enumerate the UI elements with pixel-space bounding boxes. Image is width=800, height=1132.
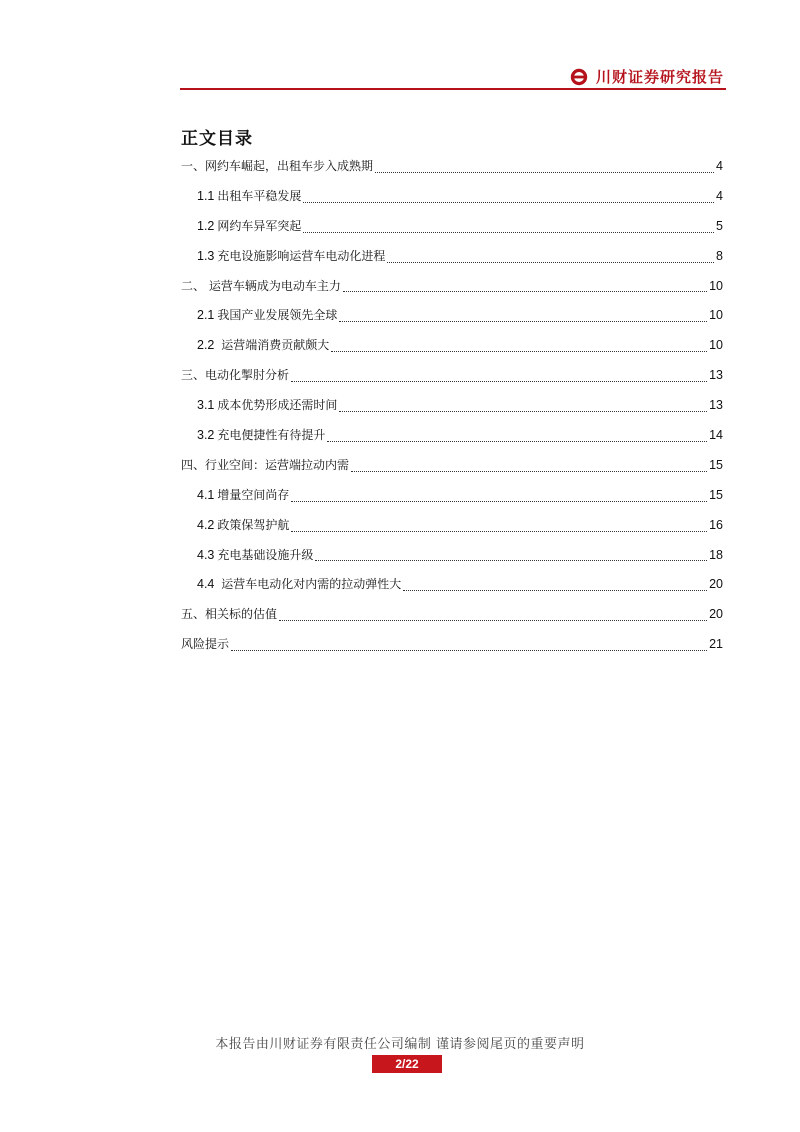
toc-entry-number: 2.2 [197,338,215,353]
toc-entry-label [197,301,337,331]
toc-entry-text: 五、相关标的估值 [181,607,278,622]
toc-entry-page: 5 [716,218,723,233]
toc-entry-page: 4 [716,188,723,203]
toc-entry-text: 充电便捷性有待提升 [217,428,326,442]
toc-entry-label [197,331,329,361]
brand [570,66,724,87]
toc-entry-text: 出租车平稳发展 [217,188,302,203]
toc-entry-text: 三、电动化掣肘分析 [181,368,290,383]
page-number-badge: 2/22 [372,1055,442,1073]
toc-dot-leader [231,650,707,651]
toc-entry-text: 政策保驾护航 [217,517,290,532]
toc-entry-number: 1.3 [197,248,215,263]
toc-entry-label [181,600,277,630]
toc-dot-leader [387,262,714,263]
table-of-contents [181,152,723,660]
toc-entry[interactable] [181,541,723,571]
toc-entry-label [181,451,349,481]
toc-entry-label [181,630,229,660]
toc-entry-text: 成本优势形成还需时间 [217,398,338,413]
toc-dot-leader [303,232,714,233]
toc-entry-number: 3.1 [197,398,215,413]
toc-entry[interactable] [181,481,723,511]
toc-entry-text: 四、行业空间：运营端拉动内需 [181,457,350,472]
toc-title: 正文目录 [181,129,253,149]
toc-dot-leader [339,411,707,412]
toc-entry-page: 20 [709,577,723,592]
toc-entry-number: 3.2 [197,428,215,442]
toc-entry-page: 10 [709,308,723,323]
toc-entry-number: 4.4 [197,577,215,592]
toc-dot-leader [339,321,707,322]
toc-dot-leader [327,441,707,442]
toc-entry-label [197,570,401,600]
toc-entry-page: 10 [709,278,723,293]
toc-entry-page: 20 [709,607,723,622]
brand-name: 川财证券研究报告 [595,68,724,86]
toc-entry-number: 1.2 [197,218,215,233]
toc-dot-leader [343,291,707,292]
toc-entry-number: 4.2 [197,517,215,532]
toc-entry[interactable] [181,182,723,212]
toc-entry-page: 8 [716,248,723,263]
toc-entry[interactable] [181,391,723,421]
toc-entry-number: 1.1 [197,188,215,203]
toc-entry[interactable] [181,301,723,331]
toc-entry-text: 风险提示 [181,637,230,652]
toc-entry-page: 21 [709,637,723,652]
cczq-logo-icon [570,68,588,86]
toc-entry[interactable] [181,630,723,660]
toc-entry[interactable] [181,212,723,242]
toc-entry-text: 充电设施影响运营车电动化进程 [217,248,386,263]
toc-entry-label [197,481,289,511]
toc-entry-label [181,361,289,391]
toc-dot-leader [403,590,707,591]
toc-entry-text: 运营端消费贡献颇大 [217,338,330,353]
toc-entry-text: 充电基础设施升级 [217,547,314,562]
toc-entry-number: 4.3 [197,547,215,562]
toc-entry-page: 15 [709,457,723,472]
toc-entry[interactable] [181,361,723,391]
toc-entry-label [197,421,325,451]
toc-dot-leader [291,501,707,502]
toc-entry[interactable] [181,331,723,361]
toc-entry-label [197,212,301,242]
toc-entry-text: 运营车电动化对内需的拉动弹性大 [217,577,402,592]
toc-entry-page: 16 [709,517,723,532]
toc-dot-leader [315,560,707,561]
toc-entry-page: 15 [709,487,723,502]
toc-dot-leader [291,531,707,532]
toc-entry[interactable] [181,511,723,541]
toc-entry-page: 4 [716,158,723,173]
toc-entry-text: 网约车异军突起 [217,218,302,233]
toc-entry-number: 2.1 [197,308,215,323]
toc-dot-leader [291,381,707,382]
toc-entry[interactable] [181,152,723,182]
toc-entry[interactable] [181,570,723,600]
toc-entry[interactable] [181,451,723,481]
toc-entry-label [197,182,301,212]
toc-entry-number: 4.1 [197,487,215,502]
toc-entry-text: 二、 运营车辆成为电动车主力 [181,278,341,293]
toc-entry-label [197,541,313,571]
toc-entry-page: 18 [709,547,723,562]
toc-entry-label [181,152,373,182]
toc-dot-leader [303,202,714,203]
toc-entry[interactable] [181,272,723,302]
toc-entry-page: 14 [709,428,723,442]
toc-entry[interactable] [181,600,723,630]
footer-disclaimer: 本报告由川财证券有限责任公司编制 谨请参阅尾页的重要声明 [215,1037,585,1052]
toc-entry-label [181,272,341,302]
toc-entry-page: 10 [709,338,723,353]
toc-entry-text: 增量空间尚存 [217,487,290,502]
toc-entry[interactable] [181,421,723,451]
toc-entry-text: 一、网约车崛起，出租车步入成熟期 [181,158,374,173]
toc-entry-label [197,391,337,421]
toc-entry-page: 13 [709,398,723,413]
page-header [180,62,726,92]
toc-dot-leader [331,351,707,352]
toc-entry-label [197,511,289,541]
toc-dot-leader [375,172,714,173]
header-rule [180,88,726,90]
toc-dot-leader [279,620,707,621]
toc-dot-leader [351,471,707,472]
toc-entry-label [197,242,385,272]
toc-entry[interactable] [181,242,723,272]
toc-entry-text: 我国产业发展领先全球 [217,308,338,323]
toc-entry-page: 13 [709,368,723,383]
